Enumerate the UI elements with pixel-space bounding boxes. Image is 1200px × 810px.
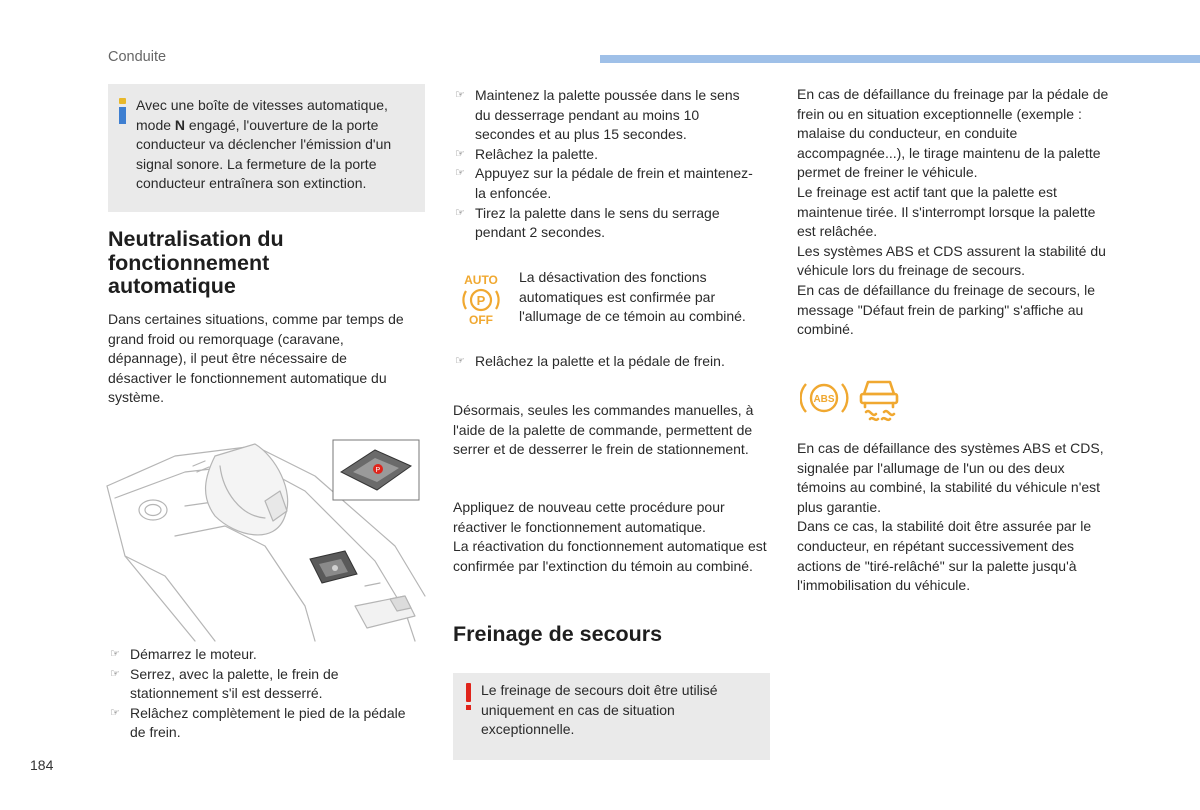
list-item: ☞ Tirez la palette dans le sens du serrage pendant 2 secondes. <box>455 204 720 241</box>
svg-text:P: P <box>476 293 486 308</box>
list-item: ☞ Maintenez la palette poussée dans le sens du desserrage pendant au moins 10 secondes et au plus 15 secondes. <box>455 87 740 143</box>
neutralisation-heading: Neutralisation du fonctionnement automatique <box>108 227 284 298</box>
list-item: ☞ Appuyez sur la pédale de frein et maintenez-la enfoncée. <box>455 165 753 201</box>
info-icon <box>118 98 126 124</box>
pointing-hand-icon: ☞ <box>455 167 465 180</box>
stability-control-icon <box>861 382 897 420</box>
abs-icon <box>801 384 848 412</box>
abs-cds-warning-icons <box>800 374 906 422</box>
warning-icon <box>463 683 475 711</box>
pointing-hand-icon: ☞ <box>110 667 120 680</box>
warning-text: Le freinage de secours doit être utilisé uniquement en cas de situation exceptionnelle. <box>481 682 718 738</box>
reactivation-paragraph: Appliquez de nouveau cette procédure pour réactiver le fonctionnement automatique. La réactivation du fonctionnement automatique est confirmée par l'extinction du témoin au combiné. <box>453 499 767 574</box>
freinage-heading: Freinage de secours <box>453 622 663 646</box>
info-note <box>108 84 425 212</box>
list-item: ☞ Serrez, avec la palette, le frein de stationnement s'il est desserré. <box>110 665 339 702</box>
warning-note <box>453 673 770 760</box>
pointing-hand-icon: ☞ <box>455 206 465 219</box>
list-item: ☞ Relâchez complètement le pied de la pédale de frein. <box>110 704 406 741</box>
pointing-hand-icon: ☞ <box>110 706 120 719</box>
manual-controls-paragraph: Désormais, seules les commandes manuelles, à l'aide de la palette de commande, permettent de serrer et de desserrer le frein de stationnement. <box>453 402 754 458</box>
pointing-hand-icon: ☞ <box>455 89 465 101</box>
list-item: ☞ Démarrez le moteur. <box>108 645 413 665</box>
abs-cds-text: En cas de défaillance des systèmes ABS et CDS, signalée par l'allumage de l'un ou des deux témoins au combiné, la stabilité du véhicule n'est plus garantie. Dans ce cas, la stabilité doit être assurée par le conducteur, en répétant successivement des actions de "tiré-relâché" sur la palette jusqu'à l'immobilisation du véhicule. <box>797 440 1104 594</box>
pointing-hand-icon: ☞ <box>455 355 465 367</box>
info-note-text: Avec une boîte de vitesses automatique, mode N engagé, l'ouverture de la porte conducteur va déclencher l'émission d'un signal sonore. La fermeture de la porte conducteur entraînera son extinction. <box>136 97 392 192</box>
section-title: Conduite <box>108 49 167 65</box>
gear-console-illustration <box>105 436 427 644</box>
svg-text:P: P <box>375 467 381 474</box>
release-step <box>453 352 758 372</box>
auto-parking-off-indicator-icon <box>458 272 504 326</box>
deactivation-steps <box>453 86 758 243</box>
svg-text:ABS: ABS <box>813 394 835 405</box>
header-accent-bar <box>600 55 1200 63</box>
indicator-description: La désactivation des fonctions automatiques est confirmée par l'allumage de ce témoin au combiné. <box>519 269 746 325</box>
list-item: ☞ Relâchez la palette. <box>453 145 758 165</box>
pointing-hand-icon: ☞ <box>455 147 465 160</box>
svg-text:AUTO: AUTO <box>464 273 498 287</box>
list-item: ☞ Relâchez la palette et la pédale de frein. <box>453 352 758 372</box>
emergency-braking-text: En cas de défaillance du freinage par la pédale de frein ou en situation exceptionnelle (exemple : malaise du conducteur, en conduite accompagnée...), le tirage maintenu de la palette permet de freiner le véhicule. Le freinage est actif tant que la palette est maintenue tirée. Il s'interrompt lorsque la palette est relâchée. Les systèmes ABS et CDS assurent la stabilité du véhicule lors du freinage de secours. En cas de défaillance du freinage de secours, le message "Défaut frein de parking" s'affiche au combiné. <box>797 86 1109 338</box>
page-number: 184 <box>30 757 54 773</box>
neutralisation-paragraph: Dans certaines situations, comme par temps de grand froid ou remorquage (caravane, dépannage), il peut être nécessaire de désactiver le fonctionnement automatique du système. <box>108 311 404 406</box>
svg-text:OFF: OFF <box>469 313 493 326</box>
pointing-hand-icon: ☞ <box>110 648 120 660</box>
neutralisation-steps <box>108 645 413 743</box>
